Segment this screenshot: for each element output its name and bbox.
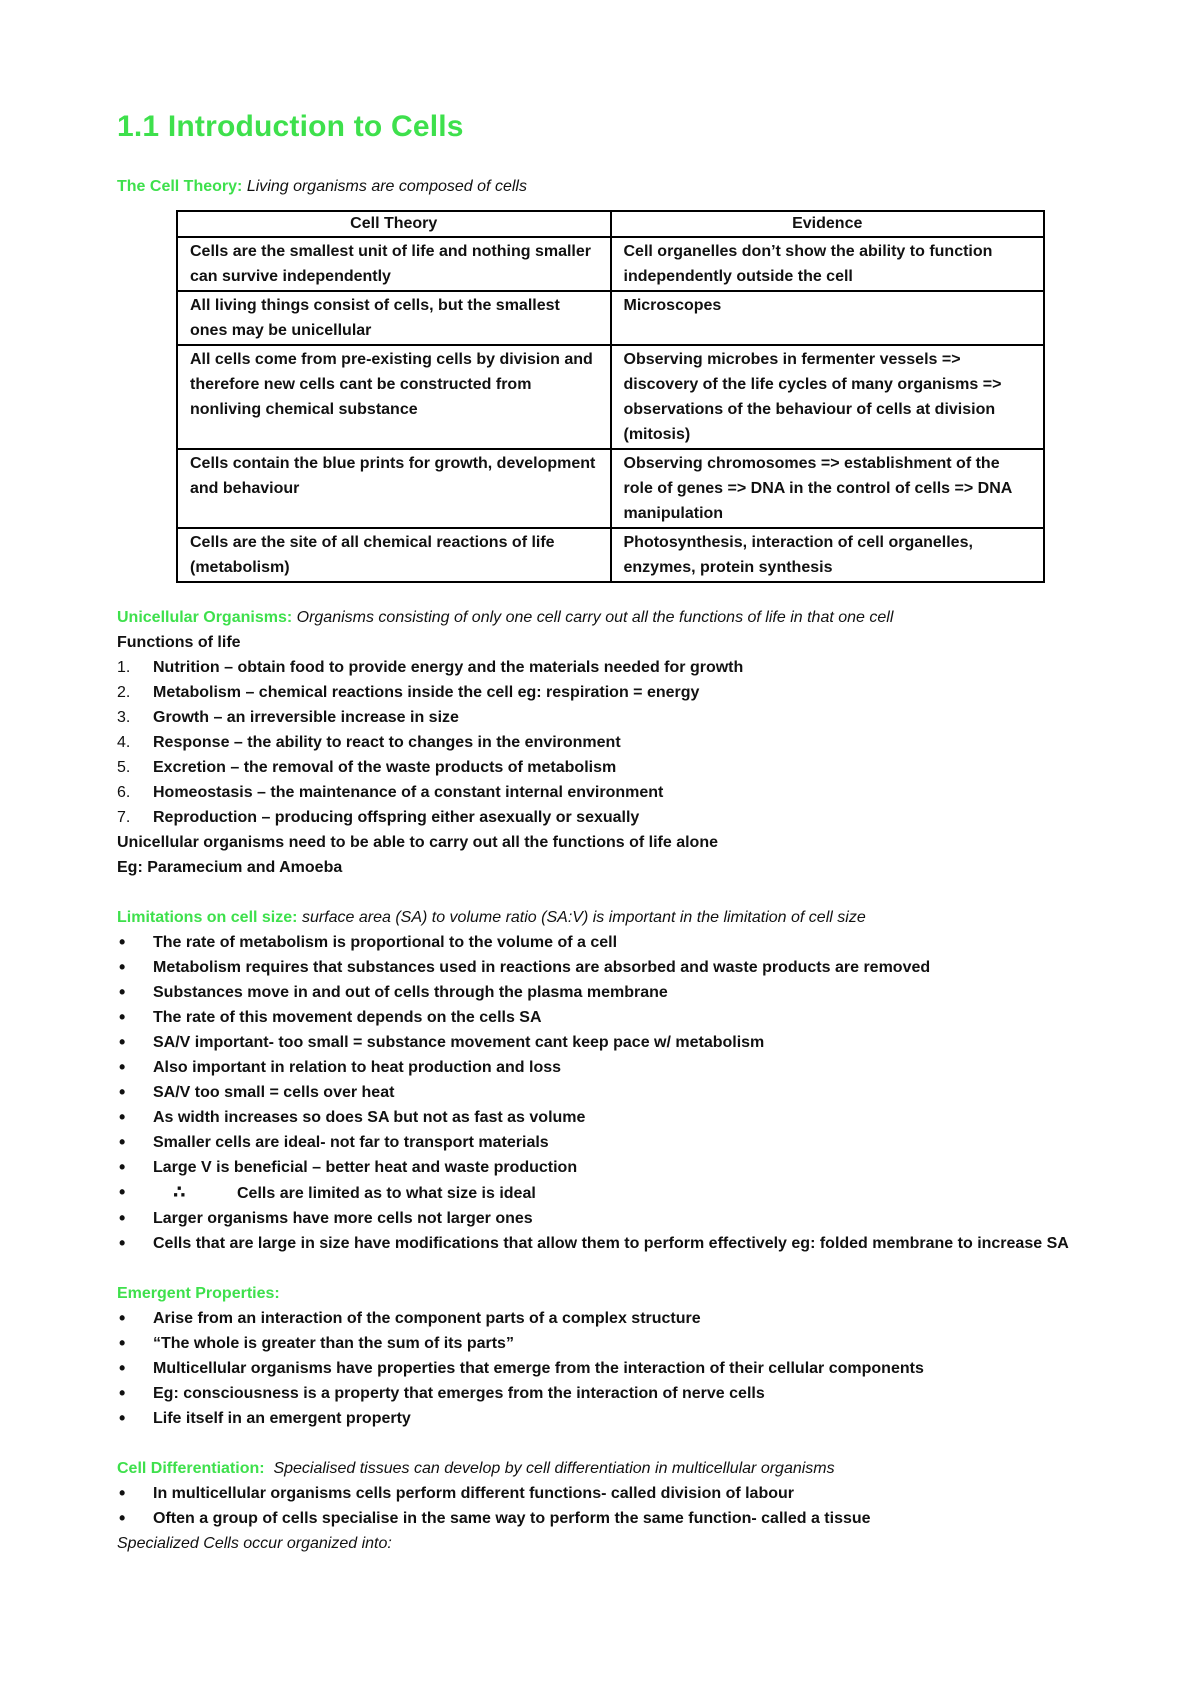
list-item: • SA/V important- too small = substance movement cant keep pace w/ metabolism [117, 1030, 1097, 1055]
bullet-icon: • [119, 1057, 126, 1077]
list-item: • Often a group of cells specialise in the same way to perform the same function- called a tissue [117, 1506, 1097, 1531]
bullet-icon: • [119, 957, 126, 977]
list-item: • As width increases so does SA but not as fast as volume [117, 1105, 1097, 1130]
cell-theory-table [176, 210, 1045, 583]
list-item: • SA/V too small = cells over heat [117, 1080, 1097, 1105]
list-item: • ∴ Cells are limited as to what size is ideal [117, 1180, 1097, 1206]
unicellular-example: Eg: Paramecium and Amoeba [117, 859, 343, 876]
document-page [117, 110, 1097, 1556]
functions-heading: Functions of life [117, 634, 241, 651]
list-item: • Metabolism requires that substances used in reactions are absorbed and waste products are removed [117, 955, 1097, 980]
bullet-icon: • [119, 1107, 126, 1127]
list-item: • “The whole is greater than the sum of its parts” [117, 1331, 1097, 1356]
differentiation-label: Cell Differentiation: [117, 1460, 265, 1477]
list-item: 7. Reproduction – producing offspring either asexually or sexually [117, 809, 640, 826]
table-cell-evidence: Observing microbes in fermenter vessels => discovery of the life cycles of many organisms => observations of the behaviour of cells at division (mitosis) [611, 345, 1045, 449]
list-item: • Life itself in an emergent property [117, 1406, 1097, 1431]
list-item: 4. Response – the ability to react to changes in the environment [117, 734, 621, 751]
emergent-label: Emergent Properties: [117, 1285, 280, 1302]
unicellular-label: Unicellular Organisms: [117, 609, 293, 626]
list-item: • Substances move in and out of cells through the plasma membrane [117, 980, 1097, 1005]
table-header-row [177, 211, 1044, 237]
list-item: • Smaller cells are ideal- not far to transport materials [117, 1130, 1097, 1155]
unicellular-definition: Organisms consisting of only one cell carry out all the functions of life in that one cell [296, 609, 894, 626]
bullet-icon: • [119, 1383, 126, 1403]
table-row [177, 291, 1044, 345]
differentiation-footer: Specialized Cells occur organized into: [117, 1535, 392, 1552]
list-item: • The rate of metabolism is proportional to the volume of a cell [117, 930, 1097, 955]
therefore-icon: ∴ [173, 1182, 186, 1202]
list-item: 2. Metabolism – chemical reactions inside the cell eg: respiration = energy [117, 684, 700, 701]
list-item: 6. Homeostasis – the maintenance of a constant internal environment [117, 784, 664, 801]
emergent-list [117, 1306, 1097, 1431]
differentiation-definition: Specialised tissues can develop by cell differentiation in multicellular organisms [273, 1460, 835, 1477]
bullet-icon: • [119, 932, 126, 952]
page-title: 1.1 Introduction to Cells [117, 110, 464, 143]
differentiation-heading [117, 1456, 1097, 1481]
bullet-icon: • [119, 1408, 126, 1428]
bullet-icon: • [119, 1132, 126, 1152]
table-cell-evidence: Microscopes [611, 291, 1045, 345]
table-header-cell-theory: Cell Theory [177, 211, 611, 237]
table-cell-theory: Cells contain the blue prints for growth, development and behaviour [177, 449, 611, 528]
bullet-icon: • [119, 1182, 126, 1202]
list-item: • Large V is beneficial – better heat and waste production [117, 1155, 1097, 1180]
differentiation-list [117, 1481, 1097, 1531]
list-item: 5. Excretion – the removal of the waste products of metabolism [117, 759, 617, 776]
bullet-icon: • [119, 1233, 126, 1253]
list-item: 1. Nutrition – obtain food to provide energy and the materials needed for growth [117, 659, 744, 676]
list-item: • The rate of this movement depends on the cells SA [117, 1005, 1097, 1030]
unicellular-heading [117, 605, 1097, 630]
bullet-icon: • [119, 1483, 126, 1503]
bullet-icon: • [119, 1333, 126, 1353]
list-item: 3. Growth – an irreversible increase in size [117, 709, 459, 726]
functions-list [117, 655, 1097, 830]
limitations-list [117, 930, 1097, 1256]
cell-theory-heading [117, 174, 1097, 199]
bullet-icon: • [119, 1157, 126, 1177]
table-cell-evidence: Cell organelles don’t show the ability to function independently outside the cell [611, 237, 1045, 291]
table-cell-theory: Cells are the site of all chemical reactions of life (metabolism) [177, 528, 611, 582]
bullet-icon: • [119, 1032, 126, 1052]
table-cell-theory: All cells come from pre-existing cells by division and therefore new cells cant be constructed from nonliving chemical substance [177, 345, 611, 449]
bullet-icon: • [119, 1007, 126, 1027]
limitations-heading [117, 905, 1097, 930]
limitations-definition: surface area (SA) to volume ratio (SA:V) is important in the limitation of cell size [301, 909, 866, 926]
cell-theory-definition: Living organisms are composed of cells [246, 178, 527, 195]
list-item: • Cells that are large in size have modifications that allow them to perform effectively eg: folded membrane to increase SA [117, 1231, 1097, 1256]
table-row [177, 528, 1044, 582]
list-item: • Also important in relation to heat production and loss [117, 1055, 1097, 1080]
table-header-evidence: Evidence [611, 211, 1045, 237]
bullet-icon: • [119, 1208, 126, 1228]
bullet-icon: • [119, 1082, 126, 1102]
table-row [177, 237, 1044, 291]
list-item: • Larger organisms have more cells not larger ones [117, 1206, 1097, 1231]
unicellular-note: Unicellular organisms need to be able to carry out all the functions of life alone [117, 834, 718, 851]
table-cell-theory: Cells are the smallest unit of life and nothing smaller can survive independently [177, 237, 611, 291]
bullet-icon: • [119, 1308, 126, 1328]
table-row [177, 449, 1044, 528]
list-item: • Eg: consciousness is a property that emerges from the interaction of nerve cells [117, 1381, 1097, 1406]
list-item: • Multicellular organisms have properties that emerge from the interaction of their cellular components [117, 1356, 1097, 1381]
bullet-icon: • [119, 982, 126, 1002]
bullet-icon: • [119, 1508, 126, 1528]
table-cell-evidence: Observing chromosomes => establishment of the role of genes => DNA in the control of cells => DNA manipulation [611, 449, 1045, 528]
cell-theory-label: The Cell Theory: [117, 178, 243, 195]
table-cell-evidence: Photosynthesis, interaction of cell organelles, enzymes, protein synthesis [611, 528, 1045, 582]
table-cell-theory: All living things consist of cells, but the smallest ones may be unicellular [177, 291, 611, 345]
limitations-label: Limitations on cell size: [117, 909, 298, 926]
bullet-icon: • [119, 1358, 126, 1378]
list-item: • Arise from an interaction of the component parts of a complex structure [117, 1306, 1097, 1331]
list-item: • In multicellular organisms cells perform different functions- called division of labour [117, 1481, 1097, 1506]
table-row [177, 345, 1044, 449]
